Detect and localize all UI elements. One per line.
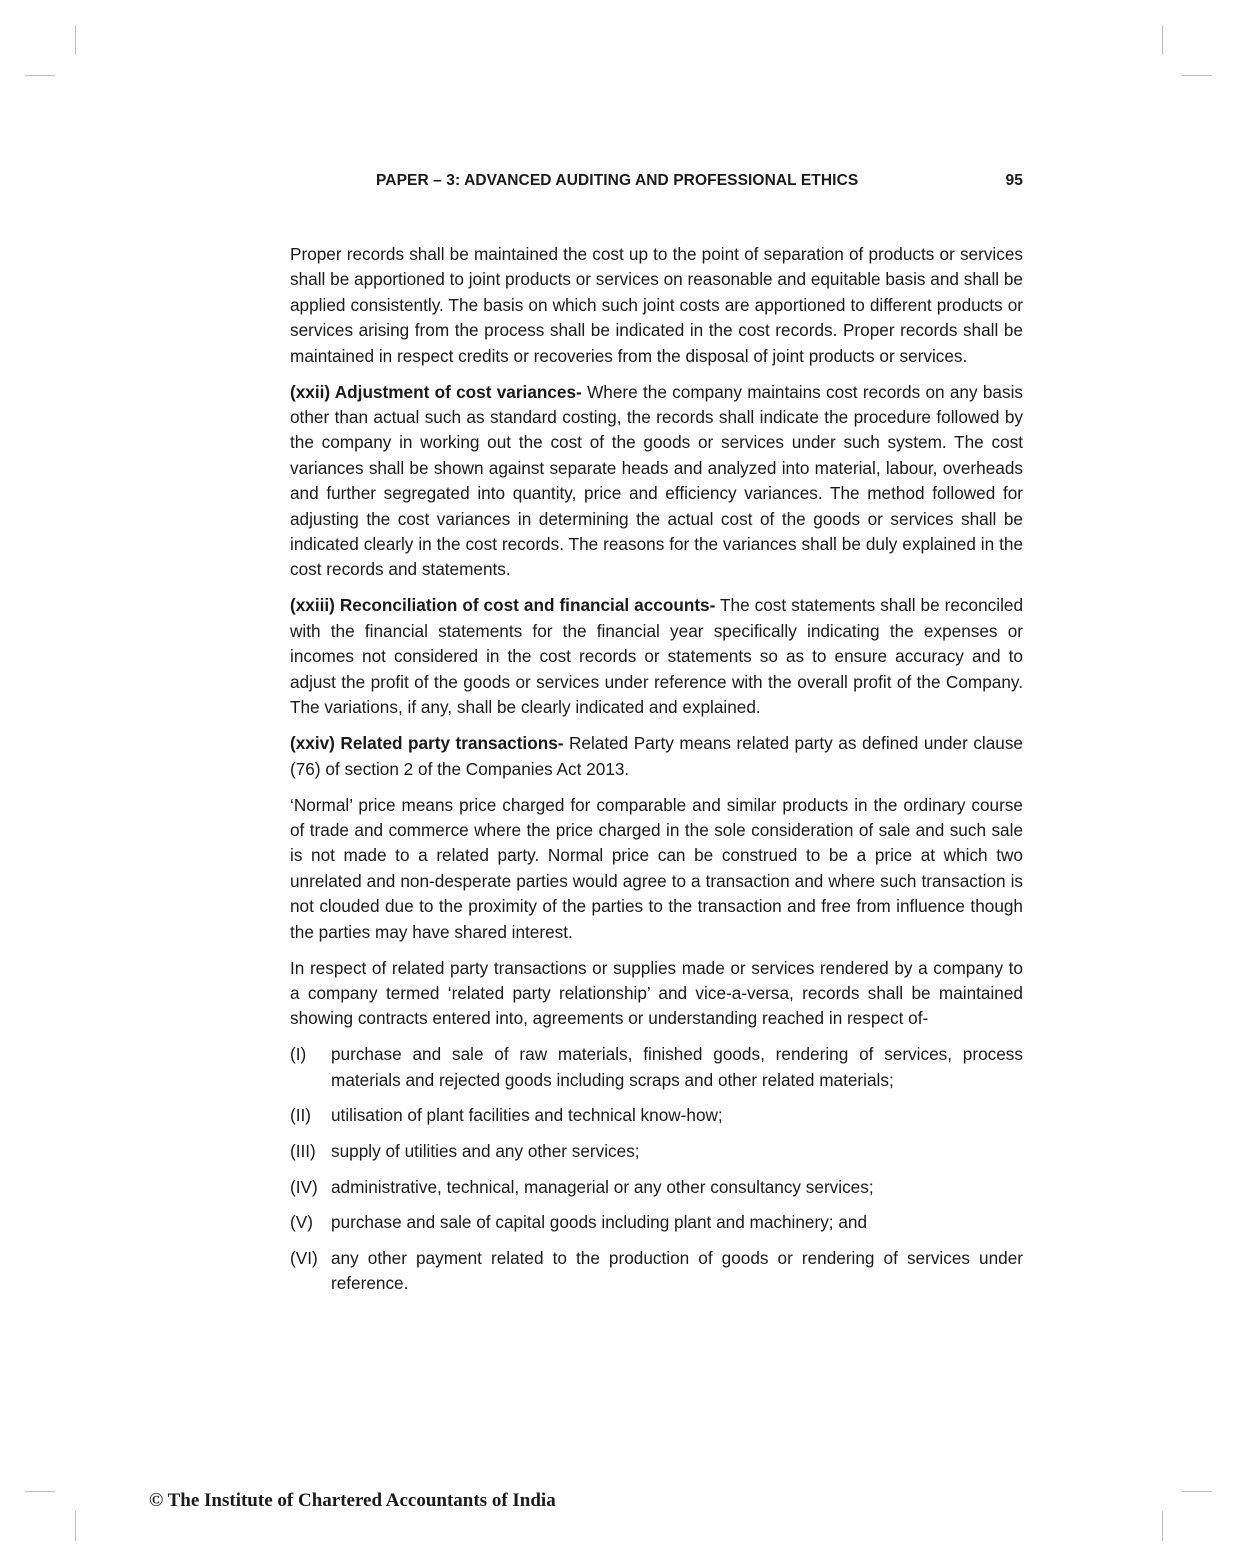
crop-mark-bottom-left-horizontal <box>25 1491 55 1492</box>
list-item <box>290 1103 1023 1128</box>
paragraph-xxiii-body: The cost statements shall be reconciled with the financial statements for the financial year specifically indicating the expenses or incomes not considered in the cost records or statements so as to ensure accuracy and to adjust the profit of the goods or services under reference with the overall profit of the Company. The variations, if any, shall be clearly indicated and explained. <box>290 595 1024 718</box>
paragraph-cost-variances <box>290 380 1023 583</box>
crop-mark-bottom-left-vertical <box>75 1511 76 1541</box>
crop-mark-top-right-vertical <box>1162 25 1163 55</box>
list-item <box>290 1246 1023 1297</box>
paragraph-in-respect-of: In respect of related party transactions or supplies made or services rendered by a company to a company termed ‘related party relationship’ and vice-a-versa, records shall be maintained showing contracts entered into, agreements or understanding reached in respect of- <box>290 957 1023 1029</box>
list-marker: (VI) <box>290 1247 318 1268</box>
heading-xxiv: (xxiv) Related party transactions- <box>290 733 564 754</box>
paragraph-related-party <box>290 731 1023 782</box>
list-item <box>290 1042 1023 1093</box>
paragraph-reconciliation <box>290 593 1023 720</box>
list-item-text: utilisation of plant facilities and technical know-how; <box>331 1105 723 1126</box>
list-item-text: purchase and sale of capital goods including plant and machinery; and <box>331 1212 868 1233</box>
crop-mark-top-left-horizontal <box>25 75 55 76</box>
page-number: 95 <box>1005 172 1023 189</box>
page-body <box>290 242 1023 1307</box>
list-item-text: any other payment related to the production of goods or rendering of services under reference. <box>331 1247 1023 1294</box>
running-head <box>290 172 1023 194</box>
list-marker: (IV) <box>290 1176 318 1197</box>
crop-mark-bottom-right-horizontal <box>1182 1491 1212 1492</box>
list-marker: (II) <box>290 1105 311 1126</box>
list-marker: (I) <box>290 1044 307 1065</box>
paragraph-normal-price: ‘Normal’ price means price charged for comparable and similar products in the ordinary course of trade and commerce where the price charged in the sole consideration of sale and such sale is not made to a related party. Normal price can be construed to be a price at which two unrelated and non-desperate parties would agree to a transaction and where such transaction is not clouded due to the proximity of the parties to the transaction and free from influence though the parties may have shared interest. <box>290 794 1023 942</box>
paragraph-xxii-body: Where the company maintains cost records on any basis other than actual such as standard costing, the records shall indicate the procedure followed by the company in working out the cost of the goods or services under such system. The cost variances shall be shown against separate heads and analyzed into material, labour, overheads and further segregated into quantity, price and efficiency variances. The method followed for adjusting the cost variances in determining the actual cost of the goods or services shall be indicated clearly in the cost records. The reasons for the variances shall be duly explained in the cost records and statements. <box>290 381 1023 580</box>
list-item-text: administrative, technical, managerial or any other consultancy services; <box>331 1176 874 1197</box>
list-marker: (V) <box>290 1212 313 1233</box>
list-item <box>290 1210 1023 1235</box>
heading-xxii: (xxii) Adjustment of cost variances- <box>290 381 582 402</box>
crop-mark-top-right-horizontal <box>1182 75 1212 76</box>
running-head-title: PAPER – 3: ADVANCED AUDITING AND PROFESSIONAL ETHICS <box>376 172 859 189</box>
paragraph-xxiv-body: Related Party means related party as defined under clause (76) of section 2 of the Companies Act 2013. <box>290 733 1023 779</box>
heading-xxiii: (xxiii) Reconciliation of cost and financial accounts- <box>290 595 716 616</box>
list-item <box>290 1139 1023 1164</box>
list-item-text: supply of utilities and any other services; <box>331 1140 640 1161</box>
list-item <box>290 1175 1023 1200</box>
list-marker: (III) <box>290 1140 316 1161</box>
crop-mark-top-left-vertical <box>75 25 76 55</box>
related-party-list <box>290 1042 1023 1296</box>
paragraph-joint-costs: Proper records shall be maintained the cost up to the point of separation of products or services shall be apportioned to joint products or services on reasonable and equitable basis and shall be applied consistently. The basis on which such joint costs are apportioned to different products or services arising from the process shall be indicated in the cost records. Proper records shall be maintained in respect credits or recoveries from the disposal of joint products or services. <box>290 244 1023 366</box>
crop-mark-bottom-right-vertical <box>1162 1511 1163 1541</box>
list-item-text: purchase and sale of raw materials, finished goods, rendering of services, process materials and rejected goods including scraps and other related materials; <box>331 1044 1023 1090</box>
footer-copyright: © The Institute of Chartered Accountants of India <box>149 1490 556 1511</box>
